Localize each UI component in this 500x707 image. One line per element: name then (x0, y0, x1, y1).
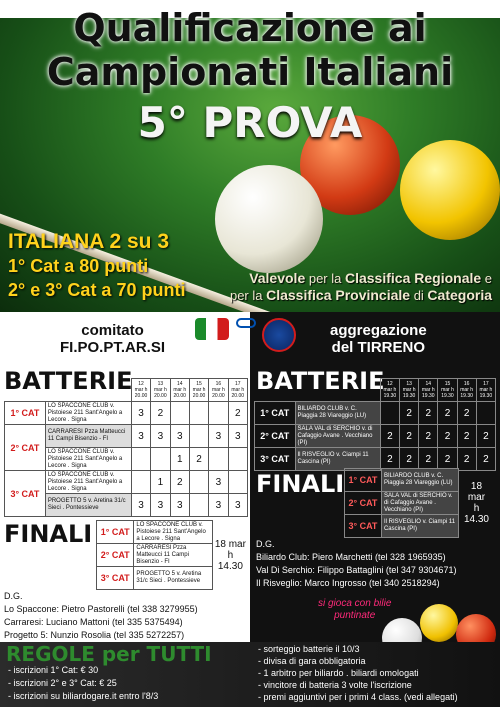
table-row (255, 402, 496, 425)
score-cell: 2 (457, 425, 476, 448)
title-line-3: 5° PROVA (137, 98, 363, 147)
score-cell: 2 (170, 471, 189, 494)
aggregation-name: del TIRRENO (331, 339, 426, 356)
score-cell: 3 (228, 494, 247, 517)
header-blank (45, 379, 131, 402)
title-line-1: Qualificazione ai (73, 6, 427, 50)
club-cell: Il RISVEGLIO v. Ciampi 11 Cascina (PI) (381, 515, 458, 538)
club-cell: SALA VAL di SERCHIO v. di Cafaggio Avane . Vecchiano (PI) (381, 492, 458, 515)
club-cell: Il RISVEGLIO v. Ciampi 11 Cascina (PI) (295, 448, 380, 471)
rule-item: - divisa di gara obbligatoria (258, 656, 366, 666)
finals-date: 18 mar (214, 538, 246, 550)
date-header: 16 mar h 20.00 (209, 379, 228, 402)
score-cell: 3 (209, 425, 228, 448)
game-cat23: 2° e 3° Cat a 70 punti (8, 280, 186, 300)
score-cell: 2 (476, 425, 495, 448)
club-cell: SALA VAL di SERCHIO v. di Cafaggio Avane . Vecchiano (PI) (295, 425, 380, 448)
score-cell: 2 (419, 425, 438, 448)
club-cell: LO SPACCONE CLUB v. Pistoiese 211 Sant'Angelo a Lecore . Signa (134, 521, 212, 544)
game-name: ITALIANA 2 su 3 (8, 230, 170, 253)
score-cell: 2 (151, 402, 170, 425)
game-cat1: 1° Cat a 80 punti (8, 256, 149, 276)
score-cell: 2 (476, 448, 495, 471)
score-cell (189, 494, 208, 517)
committee-label (60, 322, 165, 356)
rule-item: - vincitore di batteria 3 volte l'iscrizione (258, 680, 412, 690)
hero-image (0, 0, 500, 312)
club-cell: BILIARDO CLUB v. C. Piaggia 28 Viareggio (LU) (295, 402, 380, 425)
finals-time: h 14.30 (463, 503, 489, 525)
dotted-yellow-ball (420, 604, 458, 642)
score-cell: 2 (400, 425, 419, 448)
rule-item: - 1 arbitro per biliardo . biliardi omologati (258, 668, 419, 678)
category-cell: 2° CAT (97, 544, 134, 567)
club-cell: LO SPACCONE CLUB v. Pistoiese 211 Sant'Angelo a Lecore . Signa (45, 448, 131, 471)
header-blank (295, 379, 380, 402)
table-row (5, 402, 248, 425)
score-cell: 3 (131, 494, 150, 517)
score-cell: 3 (209, 494, 228, 517)
date-header: 14 mar h 20.00 (170, 379, 189, 402)
score-cell (476, 402, 495, 425)
score-cell: 3 (170, 494, 189, 517)
category-cell: 2° CAT (345, 492, 382, 515)
score-cell: 2 (438, 402, 457, 425)
score-cell: 3 (151, 425, 170, 448)
title-line-2: Campionati Italiani (46, 50, 454, 94)
category-cell: 1° CAT (345, 469, 382, 492)
club-cell: CARRARESI Pzza Matteucci 11 Campi Bisenzio - FI (134, 544, 212, 567)
score-cell: 2 (400, 402, 419, 425)
club-cell: PROGETTO 5 v. Aretina 31/c Sieci . Pontessieve (134, 567, 212, 590)
validity-word: Valevole (249, 270, 306, 286)
score-cell: 3 (131, 402, 150, 425)
dg-contact: Lo Spaccone: Pietro Pastorelli (tel 338 3279955) (4, 604, 198, 614)
dg-contact: Carraresi: Luciano Mattoni (tel 335 5375494) (4, 617, 183, 627)
olympic-rings-icon (236, 318, 256, 328)
dg-contact: Val Di Serchio: Filippo Battaglini (tel 347 9304671) (256, 565, 457, 575)
club-cell: LO SPACCONE CLUB v. Pistoiese 211 Sant'Angelo a Lecore . Signa (45, 402, 131, 425)
score-cell: 2 (419, 402, 438, 425)
table-row (345, 469, 495, 492)
dg-contact: Progetto 5: Nunzio Rosolia (tel 335 5272257) (4, 630, 185, 640)
score-cell (380, 402, 399, 425)
score-cell (151, 448, 170, 471)
score-cell: 3 (209, 471, 228, 494)
score-cell: 2 (380, 425, 399, 448)
validity-regional: Classifica Regionale (344, 270, 482, 286)
category-cell: 1° CAT (5, 402, 46, 425)
finals-date: 18 mar (467, 481, 486, 503)
club-cell: CARRARESI Pzza Matteucci 11 Campi Bisenzio - FI (45, 425, 131, 448)
score-cell: 2 (419, 448, 438, 471)
finals-time: h 14.30 (217, 549, 243, 572)
header-blank (255, 379, 296, 402)
score-cell: 3 (151, 494, 170, 517)
score-cell (228, 471, 247, 494)
validity-note (230, 270, 492, 304)
category-cell: 2° CAT (255, 425, 296, 448)
category-cell: 3° CAT (5, 471, 46, 517)
score-cell: 3 (170, 425, 189, 448)
date-header: 14 mar h 19.30 (419, 379, 438, 402)
score-cell: 1 (170, 448, 189, 471)
score-cell: 3 (228, 425, 247, 448)
rule-item: - premi aggiuntivi per i primi 4 class. (vedi allegati) (258, 692, 458, 702)
rule-item: - iscrizioni 1° Cat: € 30 (8, 665, 99, 675)
date-header: 15 mar h 20.00 (189, 379, 208, 402)
validity-text: per la (229, 288, 267, 303)
rules-heading: REGOLE per TUTTI (6, 642, 212, 666)
dg-contact: Il Risveglio: Marco Ingrosso (tel 340 2518294) (256, 578, 440, 588)
dg-label: D.G. (256, 539, 275, 549)
finals-datetime (212, 521, 248, 590)
score-cell (209, 448, 228, 471)
finals-datetime (458, 469, 494, 538)
score-cell: 2 (457, 448, 476, 471)
score-cell (170, 402, 189, 425)
validity-text: e (481, 271, 492, 286)
score-cell: 3 (131, 425, 150, 448)
score-cell: 2 (438, 448, 457, 471)
validity-text: per la (305, 271, 345, 286)
score-cell: 2 (189, 448, 208, 471)
rules-right-list (258, 643, 458, 703)
table-row (97, 521, 249, 544)
category-cell: 3° CAT (255, 448, 296, 471)
right-batterie-table (254, 378, 496, 471)
score-cell (189, 402, 208, 425)
category-cell: 3° CAT (345, 515, 382, 538)
table-header-row (255, 379, 496, 402)
club-cell: LO SPACCONE CLUB v. Pistoiese 211 Sant'Angelo a Lecore . Signa (45, 471, 131, 494)
fibis-logo (262, 318, 296, 352)
score-cell: 2 (457, 402, 476, 425)
category-cell: 1° CAT (97, 521, 134, 544)
date-header: 15 mar h 19.30 (438, 379, 457, 402)
table-row (5, 425, 248, 448)
date-header: 17 mar h 20.00 (228, 379, 247, 402)
right-finali-table (344, 468, 494, 538)
date-header: 13 mar h 20.00 (151, 379, 170, 402)
committee-name: FI.PO.PT.AR.SI (60, 339, 166, 356)
date-header: 12 mar h 19.30 (380, 379, 399, 402)
right-dg-contacts (256, 538, 456, 590)
score-cell (189, 425, 208, 448)
category-cell: 2° CAT (5, 425, 46, 471)
score-cell: 2 (438, 425, 457, 448)
balls-note-line: si gioca con bilie (318, 598, 392, 609)
date-header: 12 mar h 20.00 (131, 379, 150, 402)
score-cell: 2 (228, 402, 247, 425)
tuscany-flag-logo (195, 318, 229, 340)
score-cell (228, 448, 247, 471)
rules-left-list (8, 664, 158, 703)
left-finali-heading: FINALI (4, 520, 93, 548)
left-dg-contacts (4, 590, 198, 642)
rule-item: - iscrizioni 2° e 3° Cat: € 25 (8, 678, 117, 688)
category-cell: 1° CAT (255, 402, 296, 425)
club-cell: BILIARDO CLUB v. C. Piaggia 28 Viareggio (LU) (381, 469, 458, 492)
table-header-row (5, 379, 248, 402)
score-cell (131, 448, 150, 471)
validity-text: di (410, 288, 428, 303)
committee-word: comitato (81, 322, 144, 339)
white-ball (215, 165, 323, 273)
score-cell: 2 (400, 448, 419, 471)
dg-label: D.G. (4, 591, 23, 601)
balls-note-line: puntinate (334, 610, 376, 621)
header-blank (5, 379, 46, 402)
validity-provincial: Classifica Provinciale (266, 287, 411, 303)
left-batterie-table (4, 378, 248, 517)
score-cell: 1 (151, 471, 170, 494)
rule-item: - iscrizioni su biliardogare.it entro l'8/3 (8, 691, 159, 701)
category-cell: 3° CAT (97, 567, 134, 590)
score-cell (209, 402, 228, 425)
date-header: 16 mar h 19.30 (457, 379, 476, 402)
balls-note (318, 598, 391, 622)
left-finali-table (96, 520, 248, 590)
table-row (5, 471, 248, 494)
dg-contact: Biliardo Club: Piero Marchetti (tel 328 1965935) (256, 552, 446, 562)
score-cell (189, 471, 208, 494)
aggregation-label (330, 322, 427, 356)
rule-item: - sorteggio batterie il 10/3 (258, 644, 360, 654)
validity-category: Categoria (427, 287, 492, 303)
aggregation-word: aggregazione (330, 322, 427, 339)
club-cell: PROGETTO 5 v. Aretina 31/c Sieci . Pontessieve (45, 494, 131, 517)
score-cell (131, 471, 150, 494)
yellow-ball (400, 140, 500, 240)
table-row (255, 425, 496, 448)
score-cell: 2 (380, 448, 399, 471)
right-batterie-heading: BATTERIE (256, 367, 385, 395)
left-batterie-heading: BATTERIE (4, 367, 133, 395)
date-header: 17 mar h 19.30 (476, 379, 495, 402)
right-finali-heading: FINALI (256, 470, 345, 498)
date-header: 13 mar h 19.30 (400, 379, 419, 402)
